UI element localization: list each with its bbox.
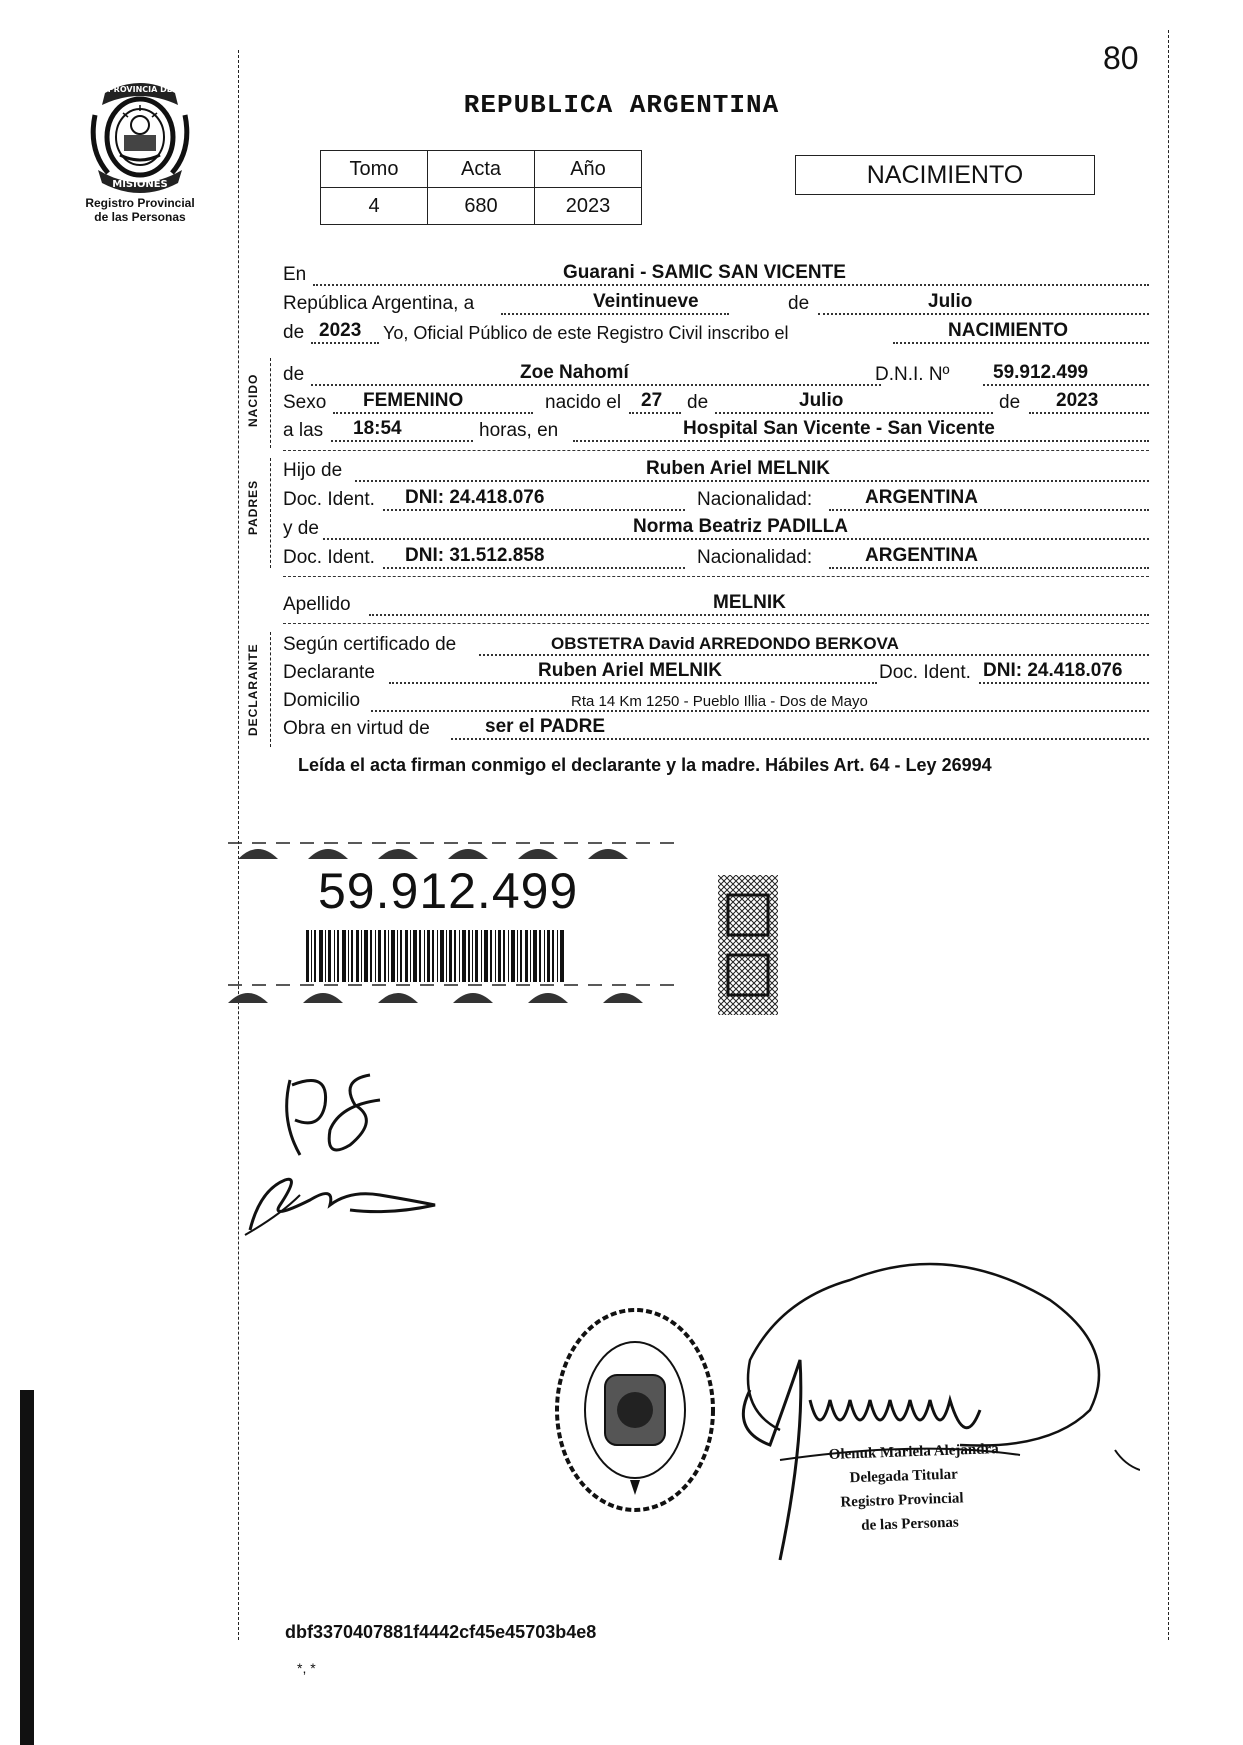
dotted-line bbox=[311, 342, 379, 344]
value-sex: FEMENINO bbox=[363, 390, 464, 411]
table-header-anio: Año bbox=[535, 151, 642, 188]
value-day-words: Veintinueve bbox=[593, 291, 699, 312]
dotted-line bbox=[383, 509, 685, 511]
value-year: 2023 bbox=[319, 320, 362, 341]
table-header-acta: Acta bbox=[428, 151, 535, 188]
dotted-line bbox=[479, 654, 1149, 656]
dotted-line bbox=[818, 313, 1149, 315]
value-father-doc: DNI: 24.418.076 bbox=[405, 487, 545, 508]
foot-mark: *, * bbox=[297, 1660, 316, 1676]
value-event: NACIMIENTO bbox=[948, 320, 1068, 341]
dotted-line bbox=[323, 538, 1149, 540]
scan-edge-bar bbox=[20, 1390, 34, 1745]
row-name bbox=[283, 362, 1149, 388]
label-de-month: de bbox=[687, 392, 709, 413]
right-margin-line bbox=[1168, 30, 1169, 1640]
label-obra-en-virtud: Obra en virtud de bbox=[283, 718, 430, 739]
dotted-line bbox=[313, 284, 1149, 286]
document-title: REPUBLICA ARGENTINA bbox=[463, 90, 780, 120]
dotted-line bbox=[355, 480, 1149, 482]
closing-statement: Leída el acta firman conmigo el declarante y la madre. Hábiles Art. 64 - Ley 26994 bbox=[298, 755, 992, 775]
value-capacity: ser el PADRE bbox=[485, 716, 606, 737]
row-father bbox=[283, 458, 1149, 484]
officer-institution-2: de las Personas bbox=[861, 1514, 960, 1534]
section-bracket bbox=[270, 358, 271, 448]
crest-caption bbox=[70, 196, 210, 224]
row-time-place bbox=[283, 418, 1149, 444]
section-bracket bbox=[270, 458, 271, 568]
label-doc-ident: Doc. Ident. bbox=[283, 489, 375, 510]
row-surname bbox=[283, 592, 1149, 618]
value-child-dni: 59.912.499 bbox=[993, 362, 1089, 383]
table-value-acta: 680 bbox=[428, 188, 535, 225]
dotted-line bbox=[331, 440, 473, 442]
row-address bbox=[283, 688, 1149, 714]
dotted-line bbox=[979, 682, 1149, 684]
crest-caption-line2: de las Personas bbox=[94, 210, 186, 224]
dotted-line bbox=[829, 509, 1149, 511]
dotted-line bbox=[715, 412, 993, 414]
value-father-nationality: ARGENTINA bbox=[865, 487, 978, 508]
dotted-line bbox=[451, 738, 1149, 740]
table-header-tomo: Tomo bbox=[321, 151, 428, 188]
label-hijo-de: Hijo de bbox=[283, 460, 343, 481]
document-hash: dbf3370407881f4442cf45e45703b4e8 bbox=[285, 1622, 597, 1642]
row-capacity bbox=[283, 716, 1149, 742]
officer-name-stamp bbox=[828, 1437, 1001, 1539]
label-de-year: de bbox=[283, 322, 305, 343]
value-mother-name: Norma Beatriz PADILLA bbox=[633, 516, 849, 537]
section-label-declarante: DECLARANTE bbox=[246, 643, 260, 737]
row-place bbox=[283, 262, 1149, 288]
section-separator bbox=[283, 623, 1149, 624]
dotted-line bbox=[983, 384, 1149, 386]
official-registry-seal bbox=[550, 1300, 720, 1520]
dni-large-number: 59.912.499 bbox=[318, 863, 579, 919]
label-segun-certificado: Según certificado de bbox=[283, 634, 457, 655]
table-value-tomo: 4 bbox=[321, 188, 428, 225]
dotted-line bbox=[311, 384, 881, 386]
dotted-line bbox=[371, 710, 1149, 712]
handwritten-signature-declarant bbox=[240, 1160, 440, 1240]
label-de-year2: de bbox=[999, 392, 1021, 413]
dotted-line bbox=[629, 412, 681, 414]
officer-name: Olenuk Mariela Alejandra bbox=[828, 1441, 999, 1463]
dotted-line bbox=[893, 342, 1149, 344]
value-birth-year: 2023 bbox=[1056, 390, 1099, 411]
value-certificate: OBSTETRA David ARREDONDO BERKOVA bbox=[551, 634, 899, 653]
dotted-line bbox=[829, 567, 1149, 569]
row-father-doc bbox=[283, 487, 1149, 513]
value-child-name: Zoe Nahomí bbox=[520, 362, 629, 383]
row-certificate bbox=[283, 632, 1149, 658]
label-sexo: Sexo bbox=[283, 392, 327, 413]
handwritten-initials-signature bbox=[270, 1060, 410, 1170]
value-mother-doc: DNI: 31.512.858 bbox=[405, 545, 545, 566]
value-birth-time: 18:54 bbox=[353, 418, 402, 439]
section-label-padres: PADRES bbox=[246, 479, 260, 536]
label-inscribo: Yo, Oficial Público de este Registro Civil inscribo el bbox=[383, 323, 789, 343]
value-mother-nationality: ARGENTINA bbox=[865, 545, 978, 566]
section-separator bbox=[283, 576, 1149, 577]
table-value-anio: 2023 bbox=[535, 188, 642, 225]
label-a-las: a las bbox=[283, 420, 324, 441]
barcode bbox=[306, 930, 564, 982]
dotted-line bbox=[369, 614, 1149, 616]
section-separator bbox=[283, 450, 1149, 451]
label-de-name: de bbox=[283, 364, 305, 385]
value-father-name: Ruben Ariel MELNIK bbox=[646, 458, 831, 479]
row-mother bbox=[283, 516, 1149, 542]
row-sex-birthdate bbox=[283, 390, 1149, 416]
value-address: Rta 14 Km 1250 - Pueblo Illia - Dos de Mayo bbox=[571, 693, 868, 710]
value-month: Julio bbox=[928, 291, 973, 312]
svg-text:MISIONES: MISIONES bbox=[112, 179, 168, 190]
label-nacido-el: nacido el bbox=[545, 392, 622, 413]
officer-title: Delegada Titular bbox=[849, 1466, 959, 1487]
officer-institution: Registro Provincial bbox=[840, 1490, 964, 1511]
record-type-box: NACIMIENTO bbox=[795, 155, 1095, 195]
label-dni: D.N.I. Nº bbox=[875, 364, 950, 385]
value-surname: MELNIK bbox=[713, 592, 786, 613]
registry-table bbox=[320, 150, 642, 225]
dotted-line bbox=[501, 313, 729, 315]
value-birth-month: Julio bbox=[799, 390, 844, 411]
crest-caption-line1: Registro Provincial bbox=[85, 196, 195, 210]
label-doc-ident: Doc. Ident. bbox=[283, 547, 375, 568]
label-domicilio: Domicilio bbox=[283, 690, 361, 711]
label-nacionalidad: Nacionalidad: bbox=[697, 489, 813, 510]
value-registry-place: Guarani - SAMIC SAN VICENTE bbox=[563, 262, 846, 283]
label-apellido: Apellido bbox=[283, 594, 351, 615]
label-horas-en: horas, en bbox=[479, 420, 559, 441]
row-date-day bbox=[283, 291, 1149, 317]
value-birth-day: 27 bbox=[641, 390, 663, 411]
dotted-line bbox=[1029, 412, 1149, 414]
label-y-de: y de bbox=[283, 518, 319, 539]
row-declarant bbox=[283, 660, 1149, 686]
dotted-line bbox=[333, 412, 533, 414]
value-declarant-doc: DNI: 24.418.076 bbox=[983, 660, 1123, 681]
label-doc-ident: Doc. Ident. bbox=[879, 662, 971, 683]
dotted-line bbox=[383, 567, 685, 569]
dotted-line bbox=[573, 440, 1149, 442]
row-year-event bbox=[283, 320, 1149, 346]
row-mother-doc bbox=[283, 545, 1149, 571]
svg-text:PROVINCIA DE: PROVINCIA DE bbox=[107, 85, 173, 94]
label-en: En bbox=[283, 264, 307, 285]
label-republica: República Argentina, a bbox=[283, 293, 475, 314]
section-label-nacido: NACIDO bbox=[246, 373, 260, 427]
value-declarant-name: Ruben Ariel MELNIK bbox=[538, 660, 723, 681]
security-hologram-stamp bbox=[718, 875, 778, 1015]
value-birth-place: Hospital San Vicente - San Vicente bbox=[683, 418, 995, 439]
label-nacionalidad: Nacionalidad: bbox=[697, 547, 813, 568]
page-number: 80 bbox=[1103, 40, 1139, 76]
label-declarante: Declarante bbox=[283, 662, 375, 683]
label-de: de bbox=[788, 293, 810, 314]
section-bracket bbox=[270, 632, 271, 747]
dotted-line bbox=[389, 682, 877, 684]
